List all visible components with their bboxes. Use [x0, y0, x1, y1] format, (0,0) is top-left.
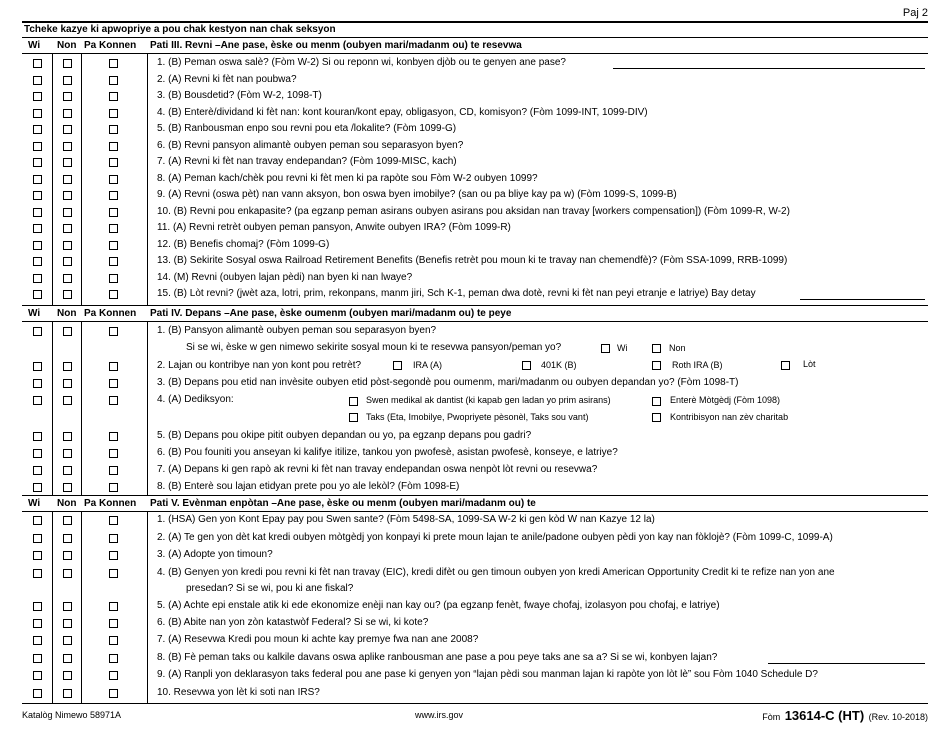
p3-q14-unsure-checkbox[interactable]	[109, 274, 118, 283]
p4-q3-unsure-checkbox[interactable]	[109, 379, 118, 388]
p3-q12-no-checkbox[interactable]	[63, 241, 72, 250]
p3-q12-yes-checkbox[interactable]	[33, 241, 42, 250]
p3-q2-no-checkbox[interactable]	[63, 76, 72, 85]
p3-q5-yes-checkbox[interactable]	[33, 125, 42, 134]
p3-q8-text: 8. (A) Peman kach/chèk pou revni ki fèt men ki pa rapòte sou Fòm W-2 oubyen 1099?	[157, 172, 538, 184]
p4-q5-unsure-checkbox[interactable]	[109, 432, 118, 441]
p5-q8-text: 8. (B) Fè peman taks ou kalkile davans oswa aplike ranbousman ane pase a pou peye taks ane sa a? Si se wi, konbyen lajan?	[157, 652, 718, 663]
p5-q1-unsure-checkbox[interactable]	[109, 516, 118, 525]
p4-q4-yes-checkbox[interactable]	[33, 396, 42, 405]
p3-q7-text: 7. (A) Revni ki fèt nan travay endepandan? (Fòm 1099-MISC, kach)	[157, 156, 457, 167]
p4-q7-text: 7. (A) Depans ki gen rapò ak revni ki fèt nan travay endepandan oswa nenpòt lòt revni ou resevwa?	[157, 464, 598, 475]
p3-q14-no-checkbox[interactable]	[63, 274, 72, 283]
p4-q4-no-checkbox[interactable]	[63, 396, 72, 405]
p3-q7-no-checkbox[interactable]	[63, 158, 72, 167]
p5-q1-no-checkbox[interactable]	[63, 516, 72, 525]
p3-q15-unsure-checkbox[interactable]	[109, 290, 118, 299]
col-divider-pakonnen	[147, 37, 148, 703]
p3-q14-text: 14. (M) Revni (oubyen lajan pèdi) nan byen ki nan lwaye?	[157, 271, 413, 283]
p3-q4-unsure-checkbox[interactable]	[109, 109, 118, 118]
p4-q4-taxes-label: Taks (Eta, Imobilye, Pwopriyete pèsonèl, Taks sou vant)	[366, 412, 589, 422]
part4-header	[22, 305, 928, 322]
p5-q6-no-checkbox[interactable]	[63, 619, 72, 628]
p3-q8-unsure-checkbox[interactable]	[109, 175, 118, 184]
p4-q5-text: 5. (B) Depans pou okipe pitit oubyen depandan ou yo, pa egzanp depans pou gadri?	[157, 430, 532, 441]
p4-q2-roth-label: Roth IRA (B)	[672, 360, 723, 370]
p3-q14-yes-checkbox[interactable]	[33, 274, 42, 283]
p5-q4-unsure-checkbox[interactable]	[109, 569, 118, 578]
p5-q5-no-checkbox[interactable]	[63, 602, 72, 611]
p4-q4-charity-label: Kontribisyon nan zèv charitab	[670, 412, 789, 422]
p3-q7-unsure-checkbox[interactable]	[109, 158, 118, 167]
col-divider-wi	[52, 37, 53, 703]
p5-q8-answer-line[interactable]	[768, 663, 925, 664]
p4-q1-sub-yes-label: Wi	[617, 343, 628, 353]
p4-q2-ira-checkbox[interactable]	[393, 361, 402, 370]
p5-q9-no-checkbox[interactable]	[63, 671, 72, 680]
p4-q2-ira-label: IRA (A)	[413, 360, 443, 370]
p3-q3-no-checkbox[interactable]	[63, 92, 72, 101]
p4-q1-unsure-checkbox[interactable]	[109, 327, 118, 336]
p5-q6-unsure-checkbox[interactable]	[109, 619, 118, 628]
p5-q10-text: 10. Resevwa yon lèt ki soti nan IRS?	[157, 687, 320, 698]
irs-website-link[interactable]: www.irs.gov	[415, 710, 464, 720]
page-number: Paj 2	[902, 7, 928, 19]
p3-q4-no-checkbox[interactable]	[63, 109, 72, 118]
catalog-number: Katalòg Nimewo 58971A	[22, 710, 122, 720]
p3-q11-yes-checkbox[interactable]	[33, 224, 42, 233]
p5-q6-text: 6. (B) Abite nan yon zòn katastwòf Federal? Si se wi, ki kote?	[157, 617, 429, 628]
part4-title: Pati IV. Depans –Ane pase, èske oumenm (oubyen mari/madanm ou) te peye	[150, 308, 512, 319]
p5-q2-yes-checkbox[interactable]	[33, 534, 42, 543]
p4-q4-mortgage-label: Enterè Mòtgèdj (Fòm 1098)	[670, 395, 781, 405]
p3-q1-text: 1. (B) Peman oswa salè? (Fòm W-2) Si ou reponn wi, konbyen djòb ou te genyen ane pase?	[157, 57, 566, 68]
col-header-unsure: Pa Konnen	[84, 498, 137, 509]
p3-q10-yes-checkbox[interactable]	[33, 208, 42, 217]
p4-q1-text: 1. (B) Pansyon alimantè oubyen peman sou separasyon byen?	[157, 325, 437, 336]
p5-q3-yes-checkbox[interactable]	[33, 551, 42, 560]
p5-q10-unsure-checkbox[interactable]	[109, 689, 118, 698]
p3-q6-unsure-checkbox[interactable]	[109, 142, 118, 151]
p5-q1-text: 1. (HSA) Gen yon Kont Epay pay pou Swen sante? (Fòm 5498-SA, 1099-SA W-2 ki gen kòd W nan Kazye 12 la)	[157, 514, 655, 525]
p3-q6-yes-checkbox[interactable]	[33, 142, 42, 151]
p4-q2-other-label: Lòt	[803, 359, 816, 369]
p3-q13-text: 13. (B) Sekirite Sosyal oswa Railroad Retirement Benefits (Benefis retrèt pou moun ki te travay nan chemendfè)? (Fòm SSA-1099, RRB-1099)	[157, 255, 788, 266]
p3-q1-unsure-checkbox[interactable]	[109, 59, 118, 68]
p4-q4-charity-checkbox[interactable]	[652, 413, 661, 422]
p4-q8-text: 8. (B) Enterè sou lajan etidyan prete pou yo ale lekòl? (Fòm 1098-E)	[157, 481, 460, 492]
col-header-yes: Wi	[28, 498, 41, 509]
part3-title: Pati III. Revni –Ane pase, èske ou menm (oubyen mari/madanm ou) te resevwa	[150, 40, 522, 51]
p5-q9-unsure-checkbox[interactable]	[109, 671, 118, 680]
form-number: 13614-C (HT)	[784, 708, 865, 723]
p3-q8-no-checkbox[interactable]	[63, 175, 72, 184]
p4-q4-mortgage-checkbox[interactable]	[652, 397, 661, 406]
p5-q9-yes-checkbox[interactable]	[33, 671, 42, 680]
col-header-no: Non	[57, 308, 77, 319]
part5-title: Pati V. Evènman enpòtan –Ane pase, èske ou menm (oubyen mari/madanm ou) te	[150, 498, 536, 509]
p3-q13-no-checkbox[interactable]	[63, 257, 72, 266]
p5-q8-no-checkbox[interactable]	[63, 654, 72, 663]
p4-q1-sub-no-checkbox[interactable]	[652, 344, 661, 353]
p5-q10-yes-checkbox[interactable]	[33, 689, 42, 698]
p4-q2-unsure-checkbox[interactable]	[109, 362, 118, 371]
col-header-unsure: Pa Konnen	[84, 308, 137, 319]
p4-q7-no-checkbox[interactable]	[63, 466, 72, 475]
p3-q9-text: 9. (A) Revni (oswa pèt) nan vann aksyon, bon oswa byen imobilye? (san ou pa bliye kay pa w) (Fòm 1099-S, 1099-B)	[157, 189, 677, 200]
p4-q2-roth-checkbox[interactable]	[652, 361, 661, 370]
p4-q2-401k-label: 401K (B)	[541, 360, 577, 370]
p4-q8-unsure-checkbox[interactable]	[109, 483, 118, 492]
p3-q1-answer-line[interactable]	[613, 68, 925, 69]
p3-q2-text: 2. (A) Revni ki fèt nan poubwa?	[157, 73, 297, 85]
p5-q7-text: 7. (A) Resevwa Kredi pou moun ki achte kay premye fwa nan ane 2008?	[157, 634, 479, 645]
col-divider-non	[81, 37, 82, 703]
p4-q4-medical-label: Swen medikal ak dantist (ki kapab gen ladan yo prim asirans)	[366, 395, 611, 405]
p3-q9-yes-checkbox[interactable]	[33, 191, 42, 200]
col-header-no: Non	[57, 40, 77, 51]
p5-q2-unsure-checkbox[interactable]	[109, 534, 118, 543]
p5-q3-unsure-checkbox[interactable]	[109, 551, 118, 560]
p4-q2-text: 2. Lajan ou kontribye nan yon kont pou retrèt?	[157, 360, 362, 371]
p5-q4-no-checkbox[interactable]	[63, 569, 72, 578]
p4-q1-yes-checkbox[interactable]	[33, 327, 42, 336]
p4-q1-sub-yes-checkbox[interactable]	[601, 344, 610, 353]
p5-q9-text: 9. (A) Ranpli yon deklarasyon taks federal pou ane pase ki genyen yon “lajan pèdi sou manman lajan ki rapòte yon lòt lè” sou Fòm 1040 Schedule D?	[157, 669, 818, 680]
form-revision: (Rev. 10-2018)	[868, 712, 928, 722]
p4-q4-medical-checkbox[interactable]	[349, 397, 358, 406]
p3-q2-unsure-checkbox[interactable]	[109, 76, 118, 85]
p5-q8-yes-checkbox[interactable]	[33, 654, 42, 663]
p3-q13-unsure-checkbox[interactable]	[109, 257, 118, 266]
p3-q1-yes-checkbox[interactable]	[33, 59, 42, 68]
p3-q10-text: 10. (B) Revni pou enkapasite? (pa egzanp peman asirans oubyen asirans pou aksidan nan travay [workers compensation]) (Fòm 1099-R, W-2)	[157, 205, 790, 217]
p3-q10-unsure-checkbox[interactable]	[109, 208, 118, 217]
p3-q3-text: 3. (B) Bousdetid? (Fòm W-2, 1098-T)	[157, 90, 322, 101]
p3-q3-yes-checkbox[interactable]	[33, 92, 42, 101]
p4-q6-text: 6. (B) Pou founiti you anseyan ki kalifye itilize, tankou yon pwofesè, asistan pwofesè, konseye, e latriye?	[157, 447, 618, 458]
p4-q2-yes-checkbox[interactable]	[33, 362, 42, 371]
col-header-yes: Wi	[28, 308, 41, 319]
p4-q3-yes-checkbox[interactable]	[33, 379, 42, 388]
p3-q4-yes-checkbox[interactable]	[33, 109, 42, 118]
table-bottom-rule	[22, 703, 928, 704]
p3-q4-text: 4. (B) Enterè/dividand ki fèt nan: kont kouran/kont epay, obligasyon, CD, komisyon? (Fòm 1099-INT, 1099-DIV)	[157, 106, 648, 118]
p3-q6-no-checkbox[interactable]	[63, 142, 72, 151]
p4-q5-yes-checkbox[interactable]	[33, 432, 42, 441]
p3-q12-unsure-checkbox[interactable]	[109, 241, 118, 250]
p5-q4-continuation: presedan? Si se wi, pou ki ane fiskal?	[186, 583, 354, 594]
p4-q2-401k-checkbox[interactable]	[522, 361, 531, 370]
p4-q6-no-checkbox[interactable]	[63, 449, 72, 458]
p4-q7-yes-checkbox[interactable]	[33, 466, 42, 475]
p3-q15-answer-line[interactable]	[800, 299, 925, 300]
p5-q2-no-checkbox[interactable]	[63, 534, 72, 543]
p3-q5-text: 5. (B) Ranbousman enpo sou revni pou eta /lokalite? (Fòm 1099-G)	[157, 123, 457, 134]
p4-q8-yes-checkbox[interactable]	[33, 483, 42, 492]
part3-header	[22, 37, 928, 54]
p3-q11-no-checkbox[interactable]	[63, 224, 72, 233]
p5-q4-text: 4. (B) Genyen yon kredi pou revni ki fèt nan travay (EIC), kredi difèt ou gen timoun oubyen yon kredi American Opportunity Credit ki te refize nan yon ane	[157, 567, 835, 578]
p3-q13-yes-checkbox[interactable]	[33, 257, 42, 266]
top-rule	[22, 21, 928, 23]
p4-q6-unsure-checkbox[interactable]	[109, 449, 118, 458]
p3-q9-unsure-checkbox[interactable]	[109, 191, 118, 200]
p4-q3-no-checkbox[interactable]	[63, 379, 72, 388]
p5-q10-no-checkbox[interactable]	[63, 689, 72, 698]
p3-q6-text: 6. (B) Revni pansyon alimantè oubyen peman sou separasyon byen?	[157, 139, 464, 151]
p3-q1-no-checkbox[interactable]	[63, 59, 72, 68]
p5-q5-yes-checkbox[interactable]	[33, 602, 42, 611]
p4-q8-no-checkbox[interactable]	[63, 483, 72, 492]
p3-q3-unsure-checkbox[interactable]	[109, 92, 118, 101]
p5-q3-text: 3. (A) Adopte yon timoun?	[157, 549, 273, 560]
col-header-no: Non	[57, 498, 77, 509]
p3-q2-yes-checkbox[interactable]	[33, 76, 42, 85]
p3-q11-unsure-checkbox[interactable]	[109, 224, 118, 233]
p5-q1-yes-checkbox[interactable]	[33, 516, 42, 525]
p3-q15-no-checkbox[interactable]	[63, 290, 72, 299]
p3-q15-text: 15. (B) Lòt revni? (jwèt aza, lotri, prim, rekonpans, manm jiri, Sch K-1, peman dwa dotè, revni ki fèt nan peyi etranje e latriye) Bay detay	[157, 288, 756, 299]
col-header-unsure: Pa Konnen	[84, 40, 137, 51]
part5-header	[22, 495, 928, 512]
p4-q4-taxes-checkbox[interactable]	[349, 413, 358, 422]
p3-q11-text: 11. (A) Revni retrèt oubyen peman pansyon, Anwite oubyen IRA? (Fòm 1099-R)	[157, 222, 511, 233]
p3-q8-yes-checkbox[interactable]	[33, 175, 42, 184]
p3-q10-no-checkbox[interactable]	[63, 208, 72, 217]
form-prefix: Fòm	[762, 712, 781, 722]
p5-q2-text: 2. (A) Te gen yon dèt kat kredi oubyen mòtgèdj yon konpayi ki prete moun lajan te anile/padone oubyen pèdi yon kay nan fòklojè? (Fòm 1099-C, 1099-A)	[157, 532, 833, 543]
p4-q1-sub-text: Si se wi, èske w gen nimewo sekirite sosyal moun ki te resevwa pansyon/peman yo?	[186, 342, 562, 353]
p4-q2-other-checkbox[interactable]	[781, 361, 790, 370]
p3-q12-text: 12. (B) Benefis chomaj? (Fòm 1099-G)	[157, 238, 330, 250]
p5-q8-unsure-checkbox[interactable]	[109, 654, 118, 663]
p5-q7-unsure-checkbox[interactable]	[109, 636, 118, 645]
p3-q9-no-checkbox[interactable]	[63, 191, 72, 200]
p5-q5-unsure-checkbox[interactable]	[109, 602, 118, 611]
p5-q4-yes-checkbox[interactable]	[33, 569, 42, 578]
p4-q1-sub-no-label: Non	[669, 343, 686, 353]
p5-q3-no-checkbox[interactable]	[63, 551, 72, 560]
p5-q7-yes-checkbox[interactable]	[33, 636, 42, 645]
p4-q1-no-checkbox[interactable]	[63, 327, 72, 336]
p5-q5-text: 5. (A) Achte epi enstale atik ki ede ekonomize enèji nan kay ou? (pa egzanp fenèt, fwaye chofaj, izolasyon pou chofaj, e latriye)	[157, 600, 720, 611]
p4-q3-text: 3. (B) Depans pou etid nan invèsite oubyen etid pòst-segondè pou oumenm, mari/madanm ou oubyen depandan yo? (Fòm 1098-T)	[157, 377, 739, 388]
p4-q4-unsure-checkbox[interactable]	[109, 396, 118, 405]
p3-q5-unsure-checkbox[interactable]	[109, 125, 118, 134]
p3-q7-yes-checkbox[interactable]	[33, 158, 42, 167]
p3-q5-no-checkbox[interactable]	[63, 125, 72, 134]
p3-q15-yes-checkbox[interactable]	[33, 290, 42, 299]
p5-q6-yes-checkbox[interactable]	[33, 619, 42, 628]
p4-q7-unsure-checkbox[interactable]	[109, 466, 118, 475]
instruction-heading: Tcheke kazye ki apwopriye a pou chak kestyon nan chak seksyon	[24, 24, 336, 35]
form-id	[762, 707, 928, 725]
p5-q7-no-checkbox[interactable]	[63, 636, 72, 645]
col-header-yes: Wi	[28, 40, 41, 51]
p4-q4-text: 4. (A) Dediksyon:	[157, 394, 234, 405]
p4-q2-no-checkbox[interactable]	[63, 362, 72, 371]
p4-q5-no-checkbox[interactable]	[63, 432, 72, 441]
p4-q6-yes-checkbox[interactable]	[33, 449, 42, 458]
